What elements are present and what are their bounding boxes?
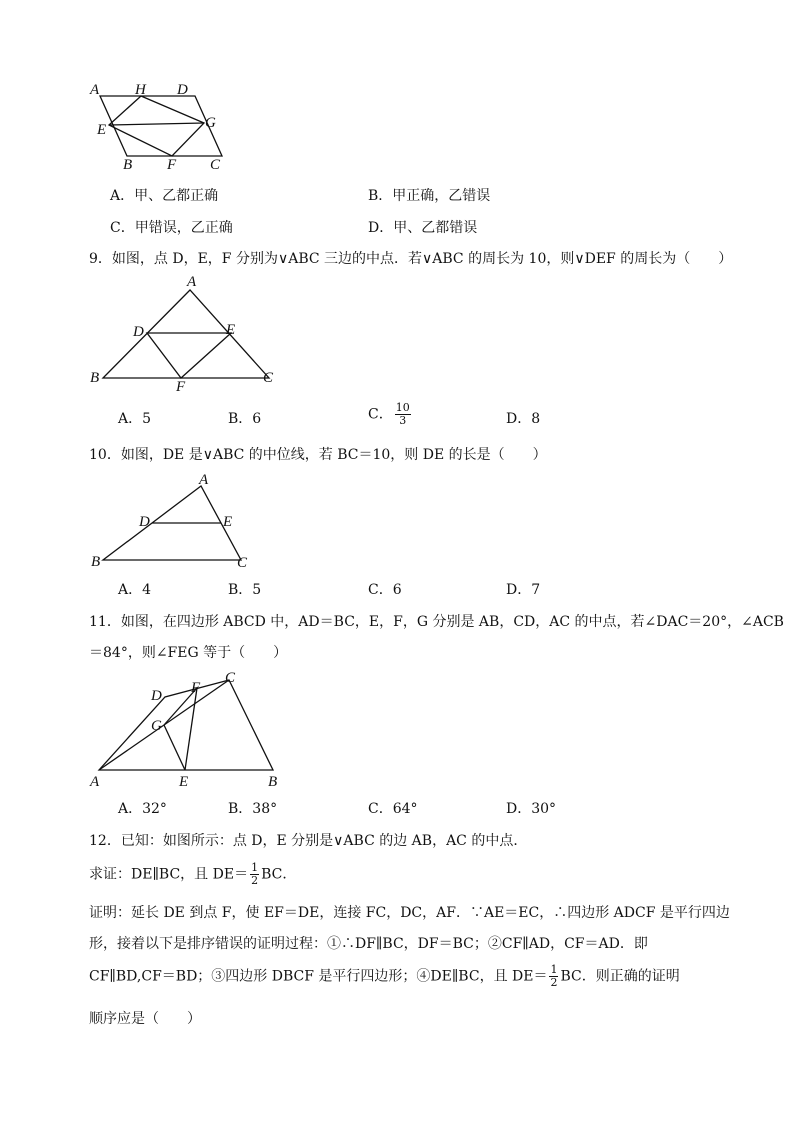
q8-label-f: F xyxy=(167,157,177,173)
q8-label-d: D xyxy=(177,82,188,98)
q11-option-d: D．30° xyxy=(506,801,557,817)
q9-label-b: B xyxy=(90,370,100,386)
q11-label-g: G xyxy=(151,718,162,734)
q8-option-a: A．甲、乙都正确 xyxy=(110,188,219,204)
q10-label-e: E xyxy=(223,514,233,530)
q9-option-c-fraction xyxy=(395,402,411,427)
q11-label-b: B xyxy=(268,774,278,790)
q12-line1: 12．已知：如图所示：点 D，E 分别是∨ABC 的边 AB，AC 的中点． xyxy=(89,833,528,849)
q12-line2-prefix: 求证：DE∥BC，且 DE＝ xyxy=(89,866,249,883)
q9-label-e: E xyxy=(226,322,236,338)
q10-question: 10．如图，DE 是∨ABC 的中位线，若 BC＝10，则 DE 的长是（ ） xyxy=(89,447,547,463)
q8-label-e: E xyxy=(97,122,107,138)
q11-figure xyxy=(85,668,290,792)
q12-line5-denominator: 2 xyxy=(550,976,558,989)
q9-label-d: D xyxy=(133,324,144,340)
q12-line3: 证明：延长 DE 到点 F，使 EF＝DE，连接 FC，DC，AF．∵AE＝EC，∴四边形 ADCF 是平行四边 xyxy=(89,905,730,921)
q9-option-d: D．8 xyxy=(506,411,541,427)
q11-question-line1: 11．如图，在四边形 ABCD 中，AD＝BC，E，F，G 分别是 AB，CD，AC 的中点，若∠DAC＝20°，∠ACB xyxy=(89,614,784,630)
q11-option-b: B．38° xyxy=(228,801,278,817)
q8-label-g: G xyxy=(205,115,216,131)
q11-question-line2: ＝84°，则∠FEG 等于（ ） xyxy=(89,645,288,661)
q11-label-f: F xyxy=(191,680,201,696)
q10-label-d: D xyxy=(139,514,150,530)
q11-quadrilateral-abcd xyxy=(99,680,273,770)
q8-label-h: H xyxy=(135,82,146,98)
q10-option-b: B．5 xyxy=(228,582,262,598)
q10-label-b: B xyxy=(91,554,101,570)
q9-option-b: B．6 xyxy=(228,411,262,427)
q10-label-a: A xyxy=(199,472,209,488)
q9-question: 9．如图，点 D，E，F 分别为∨ABC 三边的中点．若∨ABC 的周长为 10，则∨DEF 的周长为（ ） xyxy=(89,251,733,267)
q9-option-a: A．5 xyxy=(118,411,152,427)
q8-diagonal-eg xyxy=(109,123,204,125)
q10-option-c: C．6 xyxy=(368,582,402,598)
q12-line2 xyxy=(89,862,296,887)
q12-line2-fraction xyxy=(250,862,259,887)
q10-option-d: D．7 xyxy=(506,582,541,598)
q9-figure xyxy=(85,272,285,394)
q12-line2-denominator: 2 xyxy=(251,874,259,887)
q8-label-c: C xyxy=(210,157,221,173)
q11-label-a: A xyxy=(90,774,100,790)
q8-figure xyxy=(85,78,235,174)
q11-label-d: D xyxy=(151,688,162,704)
q9-triangle-abc xyxy=(103,290,269,378)
q11-segment-ge xyxy=(164,725,185,770)
q8-option-d: D．甲、乙都错误 xyxy=(368,220,478,236)
q11-label-c: C xyxy=(225,670,236,686)
q12-line5-numerator: 1 xyxy=(550,963,558,976)
q11-option-c: C．64° xyxy=(368,801,418,817)
q10-option-a: A．4 xyxy=(118,582,152,598)
q9-label-c: C xyxy=(263,370,274,386)
q11-option-a: A．32° xyxy=(118,801,167,817)
q12-line5-fraction xyxy=(549,964,558,989)
q12-line4: 形，接着以下是排序错误的证明过程：①∴DF∥BC，DF＝BC；②CF∥AD，CF＝AD．即 xyxy=(89,936,648,952)
q9-label-f: F xyxy=(176,379,186,394)
q12-line2-suffix: BC． xyxy=(261,866,297,883)
q9-option-c-denominator: 3 xyxy=(399,414,407,427)
q12-line5 xyxy=(89,964,680,989)
q8-option-c: C．甲错误，乙正确 xyxy=(110,220,233,236)
q9-triangle-def xyxy=(147,333,231,378)
q11-label-e: E xyxy=(179,774,189,790)
q9-option-c-prefix: C． xyxy=(368,406,393,423)
q8-label-a: A xyxy=(90,82,100,98)
q8-label-b: B xyxy=(123,157,133,173)
q10-label-c: C xyxy=(237,555,248,571)
q12-line6: 顺序应是（ ） xyxy=(89,1011,201,1027)
q12-line5-prefix: CF∥BD,CF＝BD；③四边形 DBCF 是平行四边形；④DE∥BC，且 DE＝ xyxy=(89,968,548,985)
q10-figure xyxy=(85,470,265,574)
q12-line2-numerator: 1 xyxy=(251,861,259,874)
q12-line5-suffix: BC．则正确的证明 xyxy=(560,968,680,985)
q9-label-a: A xyxy=(187,274,197,290)
q8-option-b: B．甲正确，乙错误 xyxy=(368,188,491,204)
q9-option-c-numerator: 10 xyxy=(395,401,410,414)
q9-option-c xyxy=(368,402,413,427)
